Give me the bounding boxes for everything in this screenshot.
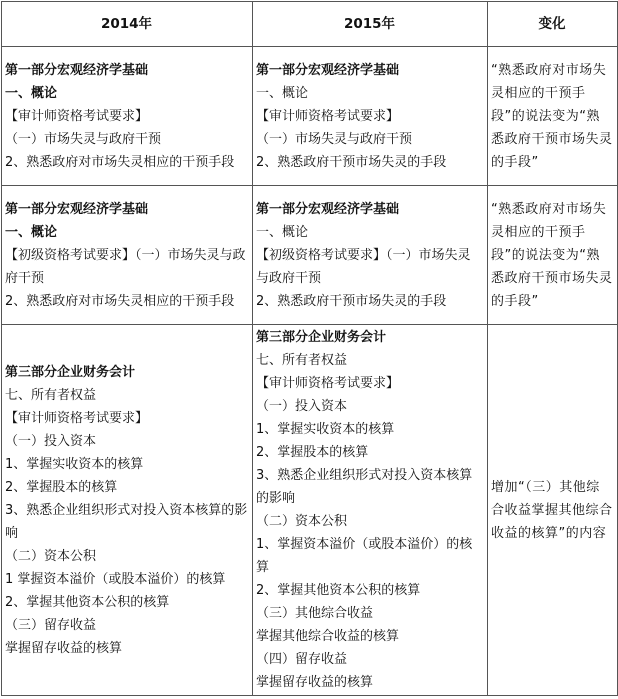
cell-line: 掌握留存收益的核算 bbox=[256, 675, 374, 690]
cell-line: （三）留存收益 bbox=[5, 617, 97, 633]
cell-line: 第一部分宏观经济学基础 bbox=[256, 201, 400, 217]
cell-line: （二）资本公积 bbox=[256, 514, 348, 529]
cell-line: 【审计师资格考试要求】 bbox=[5, 410, 149, 426]
cell-line: 掌握其他综合收益的核算 bbox=[256, 629, 400, 644]
header-change: 变化 bbox=[488, 2, 618, 47]
cell-line: 【审计师资格考试要求】 bbox=[5, 108, 149, 124]
cell-line: 2、掌握其他资本公积的核算 bbox=[5, 594, 170, 610]
cell-line: 1 掌握资本溢价（或股本溢价）的核算 bbox=[5, 571, 226, 587]
cell-line: 一、概论 bbox=[5, 85, 58, 101]
cell-change: “熟悉政府对市场失灵相应的干预手段”的说法变为“熟悉政府干预市场失灵的手段” bbox=[488, 186, 618, 325]
cell-change: “熟悉政府对市场失灵相应的干预手段”的说法变为“熟悉政府干预市场失灵的手段” bbox=[488, 47, 618, 186]
cell-line: 2、掌握其他资本公积的核算 bbox=[256, 583, 421, 598]
cell-line: 一、概论 bbox=[256, 224, 309, 240]
header-2015: 2015年 bbox=[253, 2, 488, 47]
cell-line: 1、掌握实收资本的核算 bbox=[5, 456, 144, 472]
cell-line: 七、所有者权益 bbox=[256, 353, 348, 368]
cell-line: 3、熟悉企业组织形式对投入资本核算的影响 bbox=[5, 502, 248, 541]
cell-line: 掌握留存收益的核算 bbox=[5, 640, 123, 656]
cell-line: （一）投入资本 bbox=[5, 433, 97, 449]
cell-line: （三）其他综合收益 bbox=[256, 606, 374, 621]
cell-line: 1、掌握实收资本的核算 bbox=[256, 422, 395, 437]
cell-2014 bbox=[2, 325, 253, 696]
cell-line: 七、所有者权益 bbox=[5, 387, 97, 403]
header-2014: 2014年 bbox=[2, 2, 253, 47]
cell-change: 增加“（三）其他综合收益掌握其他综合收益的核算”的内容 bbox=[488, 325, 618, 696]
cell-line: 一、概论 bbox=[256, 85, 309, 101]
comparison-table bbox=[1, 1, 618, 696]
cell-2014 bbox=[2, 186, 253, 325]
cell-line: 第一部分宏观经济学基础 bbox=[5, 62, 149, 78]
cell-2014 bbox=[2, 47, 253, 186]
cell-line: 第三部分企业财务会计 bbox=[5, 364, 136, 380]
cell-line: 第一部分宏观经济学基础 bbox=[256, 62, 400, 78]
cell-2015 bbox=[253, 325, 488, 696]
cell-line: 第一部分宏观经济学基础 bbox=[5, 201, 149, 217]
table-row bbox=[2, 325, 618, 696]
cell-line: 【审计师资格考试要求】 bbox=[256, 108, 400, 124]
cell-line: 一、概论 bbox=[5, 224, 58, 240]
table-row bbox=[2, 186, 618, 325]
cell-line: 2、掌握股本的核算 bbox=[256, 445, 369, 460]
cell-line: （一）投入资本 bbox=[256, 399, 348, 414]
cell-line: 2、熟悉政府干预市场失灵的手段 bbox=[256, 293, 447, 309]
cell-line: 2、熟悉政府干预市场失灵的手段 bbox=[256, 154, 447, 170]
header-row bbox=[2, 2, 618, 47]
cell-line: 2、熟悉政府对市场失灵相应的干预手段 bbox=[5, 154, 235, 170]
cell-line: （一）市场失灵与政府干预 bbox=[5, 131, 162, 147]
cell-2015 bbox=[253, 186, 488, 325]
cell-line: （四）留存收益 bbox=[256, 652, 348, 667]
cell-line: 2、掌握股本的核算 bbox=[5, 479, 118, 495]
cell-line: （一）市场失灵与政府干预 bbox=[256, 131, 413, 147]
cell-line: 3、熟悉企业组织形式对投入资本核算的影响 bbox=[256, 468, 473, 506]
cell-line: 【审计师资格考试要求】 bbox=[256, 376, 400, 391]
cell-line: 2、熟悉政府对市场失灵相应的干预手段 bbox=[5, 293, 235, 309]
cell-line: （二）资本公积 bbox=[5, 548, 97, 564]
table-row bbox=[2, 47, 618, 186]
cell-line: 【初级资格考试要求】（一）市场失灵与政府干预 bbox=[256, 247, 471, 286]
cell-line: 1、掌握资本溢价（或股本溢价）的核算 bbox=[256, 537, 473, 575]
cell-2015 bbox=[253, 47, 488, 186]
cell-line: 【初级资格考试要求】（一）市场失灵与政府干预 bbox=[5, 247, 246, 286]
cell-line: 第三部分企业财务会计 bbox=[256, 330, 387, 345]
